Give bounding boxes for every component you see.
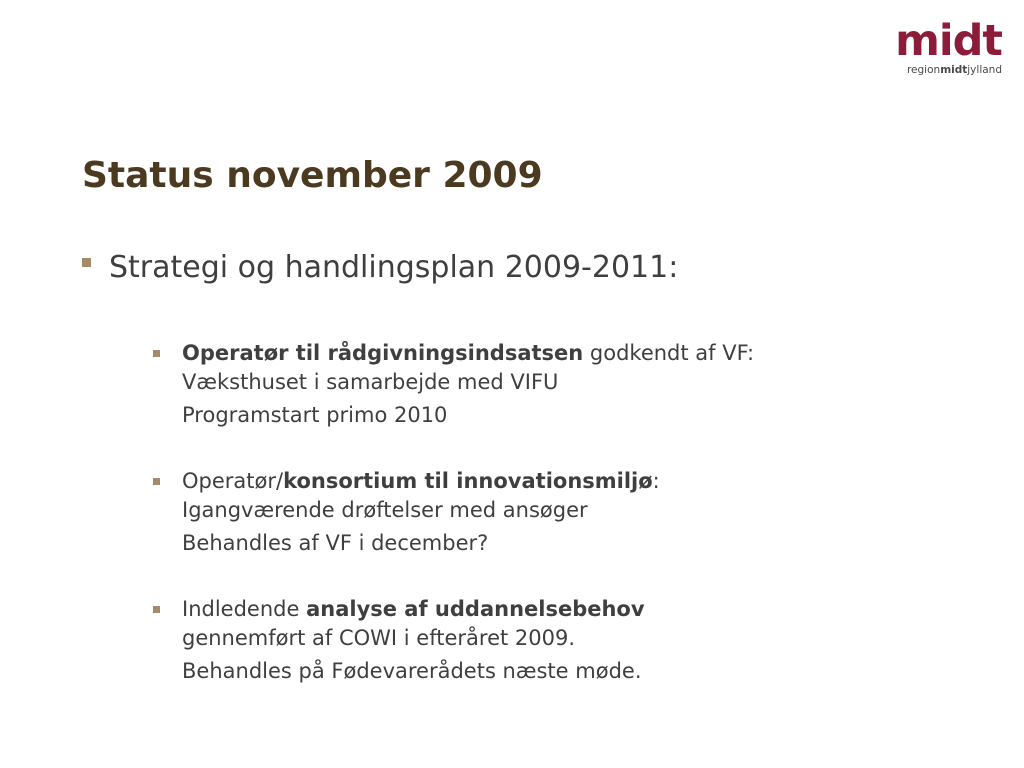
item-third-line: Behandles på Fødevarerådets næste møde. xyxy=(182,659,642,683)
logo-wordmark: midt xyxy=(895,16,1002,66)
level1-text: Strategi og handlingsplan 2009-2011: xyxy=(109,250,679,285)
item-post-text: : xyxy=(652,469,660,493)
item-third-line: Programstart primo 2010 xyxy=(182,403,448,427)
item-bold-text: Operatør til rådgivningsindsatsen xyxy=(182,341,584,365)
item-second-line: Igangværende drøftelser med ansøger xyxy=(182,498,588,522)
item-second-line: gennemført af COWI i efteråret 2009. xyxy=(182,626,576,650)
logo-subtitle-bold: midt xyxy=(940,64,968,76)
square-bullet-icon xyxy=(153,606,160,613)
slide-title: Status november 2009 xyxy=(82,155,543,196)
square-bullet-icon xyxy=(153,350,160,357)
item-bold-text: analyse af uddannelsebehov xyxy=(306,597,645,621)
list-item-operator-consortium xyxy=(153,467,913,558)
item-first-line xyxy=(182,595,913,624)
logo-subtitle-prefix: region xyxy=(906,64,941,76)
region-midtjylland-logo xyxy=(880,16,1002,77)
square-bullet-icon xyxy=(82,258,91,267)
item-third-line: Behandles af VF i december? xyxy=(182,531,489,555)
square-bullet-icon xyxy=(153,478,160,485)
item-first-line xyxy=(182,339,913,368)
item-second-line: Væksthuset i samarbejde med VIFU xyxy=(182,370,559,394)
logo-subtitle-suffix: jylland xyxy=(967,64,1002,76)
item-post-text: godkendt af VF: xyxy=(583,341,755,365)
item-pre-text: Indledende xyxy=(182,597,307,621)
list-item-education-analysis xyxy=(153,595,913,686)
item-first-line xyxy=(182,467,913,496)
level1-bullet-item xyxy=(82,248,678,288)
list-item-operator-advisory xyxy=(153,339,913,430)
item-bold-text: konsortium til innovationsmiljø xyxy=(283,469,653,493)
item-pre-text: Operatør/ xyxy=(182,469,284,493)
